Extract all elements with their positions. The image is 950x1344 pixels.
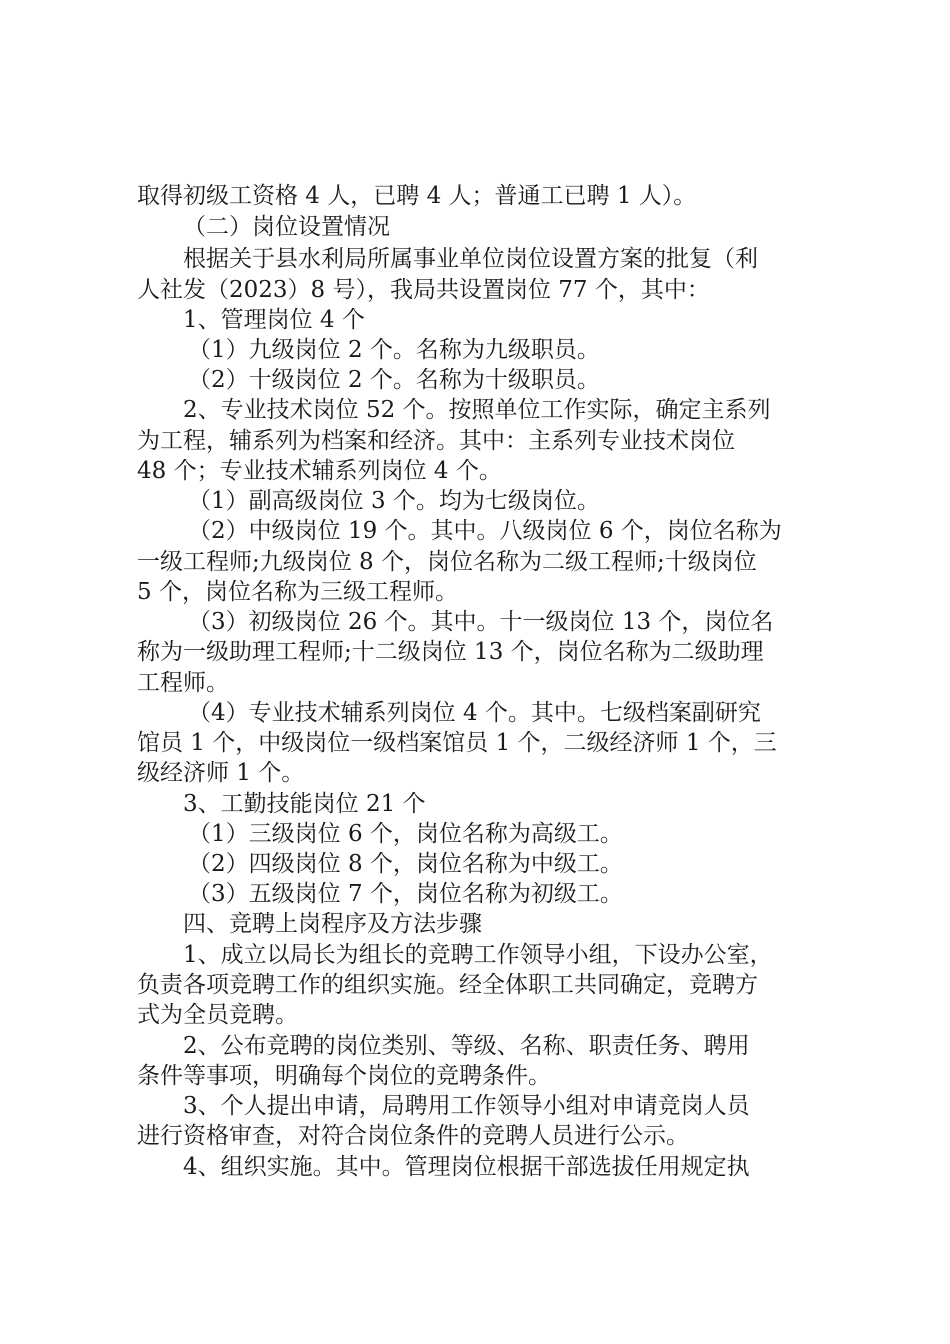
text-line: （2）四级岗位 8 个，岗位名称为中级工。 xyxy=(188,851,623,877)
text-line: 1、管理岗位 4 个 xyxy=(183,307,365,333)
text-line: 进行资格审查，对符合岗位条件的竞聘人员进行公示。 xyxy=(137,1123,689,1149)
text-line: （1）九级岗位 2 个。名称为九级职员。 xyxy=(188,337,600,363)
text-line: （1）三级岗位 6 个，岗位名称为高级工。 xyxy=(188,821,623,847)
text-line: 称为一级助理工程师;十二级岗位 13 个，岗位名称为二级助理 xyxy=(137,639,764,665)
text-line: 式为全员竞聘。 xyxy=(137,1002,298,1028)
section-heading: （二）岗位设置情况 xyxy=(183,214,390,240)
text-line: 取得初级工资格 4 人，已聘 4 人；普通工已聘 1 人）。 xyxy=(137,183,697,209)
text-line: 5 个，岗位名称为三级工程师。 xyxy=(137,579,458,605)
text-line: （1）副高级岗位 3 个。均为七级岗位。 xyxy=(188,488,600,514)
text-line: 48 个；专业技术辅系列岗位 4 个。 xyxy=(137,458,502,484)
text-line: 2、公布竞聘的岗位类别、等级、名称、职责任务、聘用 xyxy=(183,1033,750,1059)
text-line: 负责各项竞聘工作的组织实施。经全体职工共同确定，竞聘方 xyxy=(137,972,758,998)
text-line: 馆员 1 个，中级岗位一级档案馆员 1 个，二级经济师 1 个，三 xyxy=(137,730,777,756)
text-line: 4、组织实施。其中。管理岗位根据干部选拔任用规定执 xyxy=(183,1154,750,1180)
text-line: 3、个人提出申请，局聘用工作领导小组对申请竞岗人员 xyxy=(183,1093,750,1119)
text-line: 为工程，辅系列为档案和经济。其中：主系列专业技术岗位 xyxy=(137,428,735,454)
text-line: （2）十级岗位 2 个。名称为十级职员。 xyxy=(188,367,600,393)
text-line: 3、工勤技能岗位 21 个 xyxy=(183,791,426,817)
text-line: （4）专业技术辅系列岗位 4 个。其中。七级档案副研究 xyxy=(188,700,761,726)
text-line: 人社发（2023）8 号），我局共设置岗位 77 个，其中： xyxy=(137,277,710,303)
text-line: （3）五级岗位 7 个，岗位名称为初级工。 xyxy=(188,881,623,907)
text-line: 工程师。 xyxy=(137,670,229,696)
section-heading: 四、竞聘上岗程序及方法步骤 xyxy=(183,911,482,937)
text-line: 级经济师 1 个。 xyxy=(137,760,305,786)
text-line: 一级工程师;九级岗位 8 个，岗位名称为二级工程师;十级岗位 xyxy=(137,549,757,575)
text-line: （3）初级岗位 26 个。其中。十一级岗位 13 个，岗位名 xyxy=(188,609,774,635)
text-line: （2）中级岗位 19 个。其中。八级岗位 6 个，岗位名称为 xyxy=(188,518,782,544)
text-line: 条件等事项，明确每个岗位的竞聘条件。 xyxy=(137,1063,551,1089)
text-line: 2、专业技术岗位 52 个。按照单位工作实际，确定主系列 xyxy=(183,397,771,423)
text-line: 1、成立以局长为组长的竞聘工作领导小组，下设办公室， xyxy=(183,942,773,968)
text-line: 根据关于县水利局所属事业单位岗位设置方案的批复（利 xyxy=(183,246,758,272)
